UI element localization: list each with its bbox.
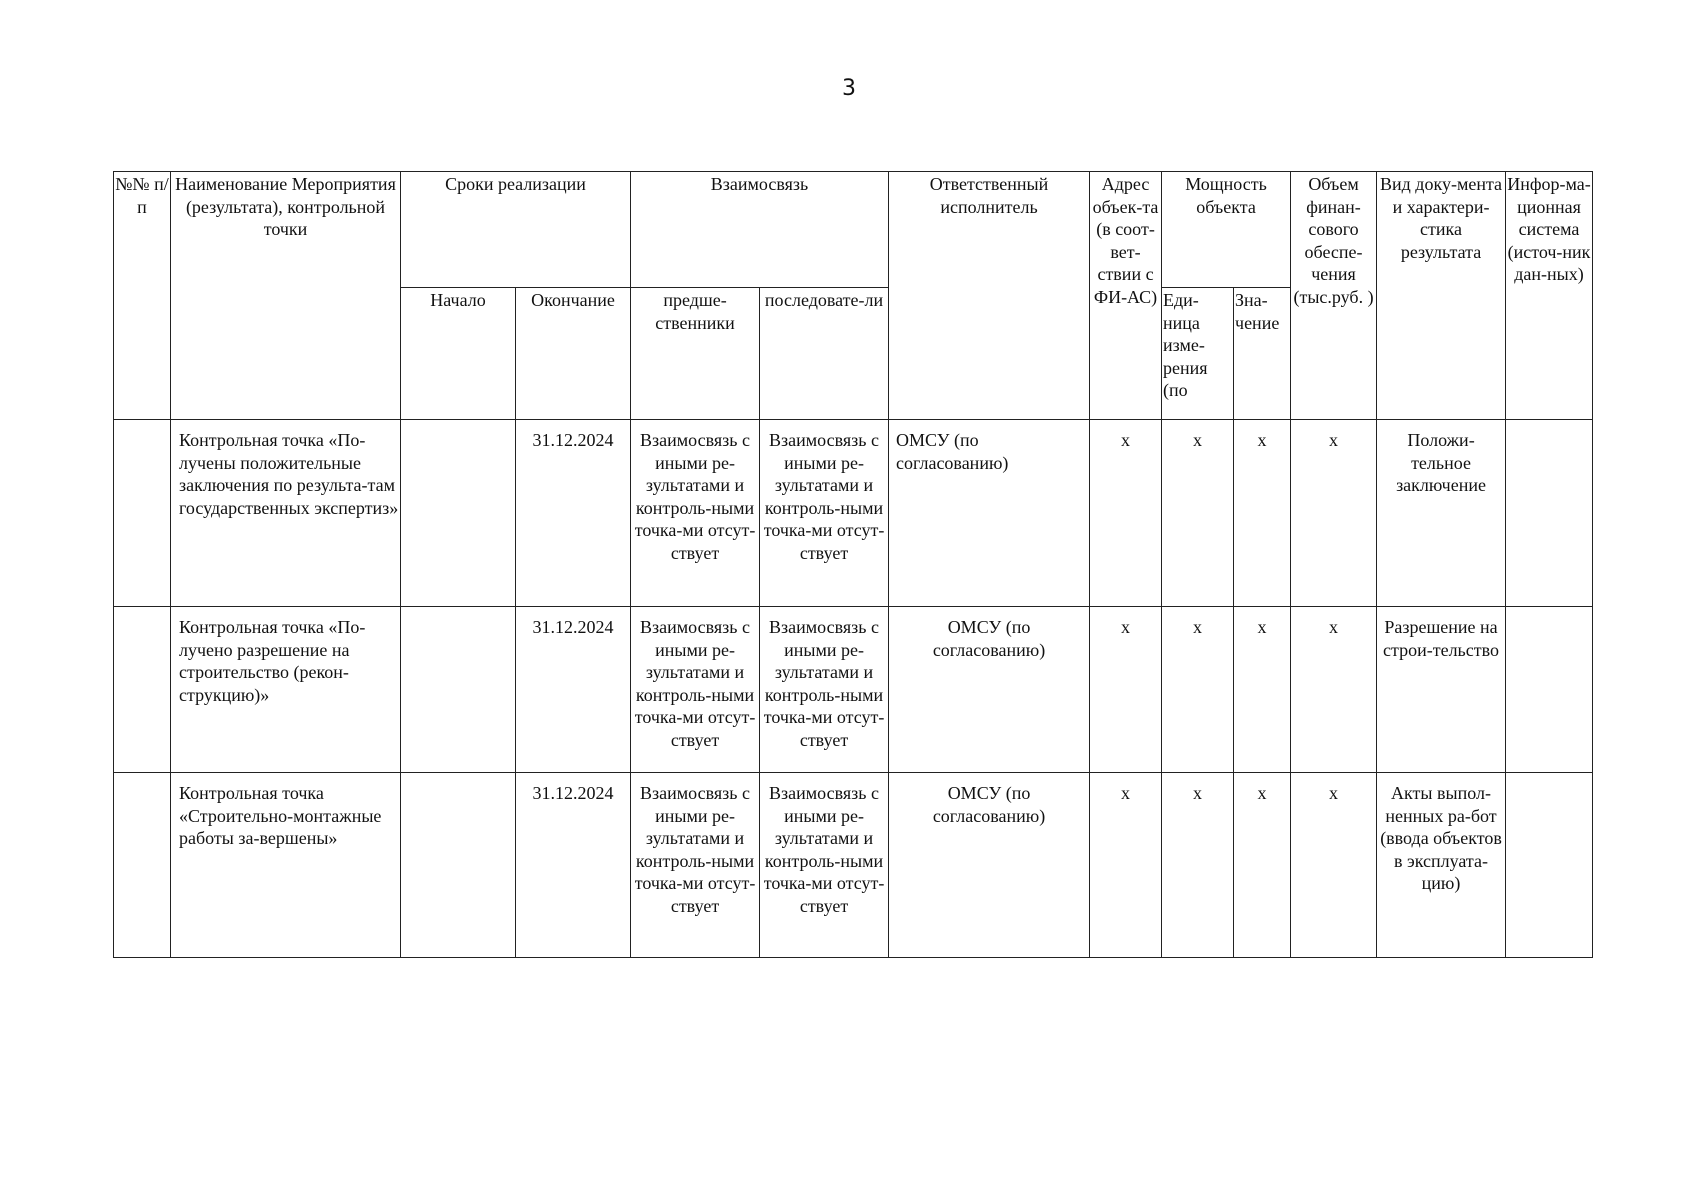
cell-end: 31.12.2024 xyxy=(516,607,631,773)
cell-doc-type: Акты выпол-ненных ра-бот (ввода объектов в эксплуата-цию) xyxy=(1377,773,1506,958)
cell-successors: Взаимосвязь с иными ре-зультатами и контроль-ными точка-ми отсут-ствует xyxy=(760,607,889,773)
cell-value: х xyxy=(1234,607,1291,773)
header-num: №№ п/п xyxy=(114,172,171,420)
cell-responsible: ОМСУ (по согласованию) xyxy=(889,607,1090,773)
cell-predecessors: Взаимосвязь с иными ре-зультатами и контроль-ными точка-ми отсут-ствует xyxy=(631,420,760,607)
cell-name: Контрольная точка «По-лучено разрешение на строительство (рекон-струкцию)» xyxy=(171,607,401,773)
cell-address: х xyxy=(1090,773,1162,958)
header-start: Начало xyxy=(401,288,516,420)
cell-value: х xyxy=(1234,773,1291,958)
header-end: Окончание xyxy=(516,288,631,420)
header-name: Наименование Мероприятия (результата), контрольной точки xyxy=(171,172,401,420)
cell-num xyxy=(114,420,171,607)
cell-num xyxy=(114,773,171,958)
header-finance: Объем финан-сового обеспе-чения (тыс.руб. ) xyxy=(1291,172,1377,420)
header-deadlines: Сроки реализации xyxy=(401,172,631,288)
cell-name: Контрольная точка «Строительно-монтажные работы за-вершены» xyxy=(171,773,401,958)
header-address: Адрес объек-та (в соот-вет-ствии с ФИ-АС) xyxy=(1090,172,1162,420)
cell-responsible: ОМСУ (по согласованию) xyxy=(889,773,1090,958)
header-predecessors: предше-ственники xyxy=(631,288,760,420)
cell-end: 31.12.2024 xyxy=(516,420,631,607)
cell-unit: х xyxy=(1162,420,1234,607)
cell-address: х xyxy=(1090,607,1162,773)
cell-responsible: ОМСУ (по согласованию) xyxy=(889,420,1090,607)
table-row xyxy=(114,773,1593,958)
cell-num xyxy=(114,607,171,773)
header-successors: последовате-ли xyxy=(760,288,889,420)
header-doc-type: Вид доку-мента и характери-стика результата xyxy=(1377,172,1506,420)
cell-successors: Взаимосвязь с иными ре-зультатами и контроль-ными точка-ми отсут-ствует xyxy=(760,773,889,958)
table-row xyxy=(114,420,1593,607)
header-capacity: Мощность объекта xyxy=(1162,172,1291,288)
control-points-table xyxy=(113,171,1593,958)
cell-doc-type: Положи-тельное заключение xyxy=(1377,420,1506,607)
page-number: 3 xyxy=(842,76,856,101)
cell-name: Контрольная точка «По-лучены положительные заключения по результа-там государственных экспертиз» xyxy=(171,420,401,607)
cell-start xyxy=(401,773,516,958)
cell-finance: х xyxy=(1291,420,1377,607)
cell-predecessors: Взаимосвязь с иными ре-зультатами и контроль-ными точка-ми отсут-ствует xyxy=(631,773,760,958)
cell-info-system xyxy=(1506,420,1593,607)
cell-unit: х xyxy=(1162,773,1234,958)
header-relation: Взаимосвязь xyxy=(631,172,889,288)
cell-unit: х xyxy=(1162,607,1234,773)
cell-info-system xyxy=(1506,773,1593,958)
cell-start xyxy=(401,420,516,607)
cell-value: х xyxy=(1234,420,1291,607)
cell-doc-type: Разрешение на строи-тельство xyxy=(1377,607,1506,773)
cell-finance: х xyxy=(1291,773,1377,958)
cell-end: 31.12.2024 xyxy=(516,773,631,958)
cell-predecessors: Взаимосвязь с иными ре-зультатами и контроль-ными точка-ми отсут-ствует xyxy=(631,607,760,773)
cell-successors: Взаимосвязь с иными ре-зультатами и контроль-ными точка-ми отсут-ствует xyxy=(760,420,889,607)
header-responsible: Ответственный исполнитель xyxy=(889,172,1090,420)
header-unit: Еди-ница изме-рения (по xyxy=(1162,288,1234,420)
table-row xyxy=(114,607,1593,773)
cell-finance: х xyxy=(1291,607,1377,773)
cell-start xyxy=(401,607,516,773)
header-info-system: Инфор-ма-ционная система (источ-ник дан-ных) xyxy=(1506,172,1593,420)
cell-info-system xyxy=(1506,607,1593,773)
cell-address: х xyxy=(1090,420,1162,607)
header-value: Зна-чение xyxy=(1234,288,1291,420)
